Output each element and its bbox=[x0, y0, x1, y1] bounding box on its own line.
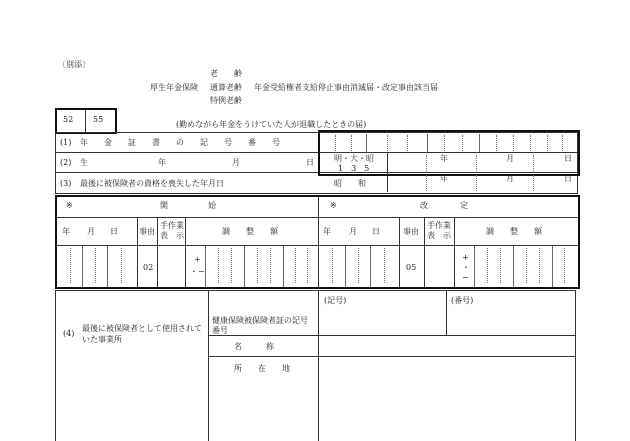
kaishi-reason-code: 02 bbox=[143, 263, 154, 272]
kaishi-manual-label-1: 手作業 bbox=[160, 221, 184, 230]
kaitei-day-label: 日 bbox=[372, 227, 380, 236]
loss-y: 年 bbox=[440, 174, 448, 183]
kaishi-heading: 開 始 bbox=[160, 201, 216, 210]
kaitei-heading: 改 定 bbox=[420, 201, 468, 210]
kaitei-month-label: 月 bbox=[349, 227, 357, 236]
kaishi-month-label: 月 bbox=[87, 227, 95, 236]
kaishi-day-label: 日 bbox=[110, 227, 118, 236]
kaishi-plus: + bbox=[194, 255, 201, 264]
era-codes: 1 3 5 bbox=[338, 164, 370, 173]
birth-y: 年 bbox=[440, 154, 448, 163]
employer-address-label: 所 在 地 bbox=[234, 364, 290, 373]
loss-m: 月 bbox=[506, 174, 514, 183]
row4-number: (4) bbox=[63, 329, 75, 338]
kaishi-year-label: 年 bbox=[62, 227, 70, 236]
notice-title: 年金受給権者支給停止事由消滅届・改定事由該当届 bbox=[254, 83, 438, 92]
kaitei-mark: ※ bbox=[330, 201, 337, 210]
kaitei-manual-label-1: 手作業 bbox=[427, 221, 451, 230]
birth-year-label: 年 bbox=[158, 158, 166, 167]
code-55: 55 bbox=[93, 115, 104, 124]
pension-cert-label: 年 金 証 書 の 記 号 番 号 bbox=[80, 138, 280, 147]
attachment-label: 〔別添〕 bbox=[58, 60, 90, 69]
tokurei-rorei-label: 特例老齢 bbox=[210, 96, 242, 105]
health-insurance-label-2: 番号 bbox=[212, 326, 228, 335]
era-options: 明・大・昭 bbox=[334, 154, 374, 163]
row3-number: (3) bbox=[60, 179, 72, 188]
subtitle: (勤めながら年金をうけていた人が退職したときの届) bbox=[176, 120, 367, 129]
kaishi-dot: ・ bbox=[190, 267, 198, 276]
kaitei-amount-label: 調 整 額 bbox=[486, 227, 542, 236]
kaishi-reason-label: 事由 bbox=[139, 227, 155, 236]
kaitei-dot: ・ bbox=[462, 263, 470, 272]
employer-label-2: いた事業所 bbox=[82, 335, 122, 344]
kigo-label: (記号) bbox=[324, 296, 347, 305]
birth-day-label: 日 bbox=[306, 158, 314, 167]
kaitei-year-label: 年 bbox=[323, 227, 331, 236]
loss-d: 日 bbox=[564, 174, 572, 183]
birth-d: 日 bbox=[564, 154, 572, 163]
row2-number: (2) bbox=[60, 158, 72, 167]
kaitei-manual-label-2: 表 示 bbox=[427, 231, 451, 240]
kaitei-reason-code: 05 bbox=[406, 263, 417, 272]
rorei-label: 老 齢 bbox=[210, 69, 242, 78]
birth-label: 生 bbox=[80, 158, 88, 167]
tsusan-rorei-label: 通算老齢 bbox=[210, 83, 242, 92]
row1-number: (1) bbox=[60, 138, 72, 147]
date-split-line bbox=[387, 152, 388, 192]
birth-m: 月 bbox=[506, 154, 514, 163]
code-box-divider bbox=[85, 110, 86, 132]
kaitei-minus: − bbox=[462, 273, 469, 282]
kaitei-plus: + bbox=[462, 253, 469, 262]
kaishi-manual-label-2: 表 示 bbox=[160, 231, 184, 240]
kaishi-mark: ※ bbox=[66, 201, 73, 210]
birth-month-label: 月 bbox=[232, 158, 240, 167]
employer-top-line bbox=[55, 290, 576, 291]
kaishi-minus: − bbox=[198, 267, 205, 276]
showa-label: 昭 和 bbox=[334, 179, 366, 188]
loss-date-label: 最後に被保険者の資格を喪失した年月日 bbox=[80, 179, 224, 188]
kosei-nenkin-label: 厚生年金保険 bbox=[150, 83, 198, 92]
kaitei-reason-label: 事由 bbox=[403, 227, 419, 236]
code-52: 52 bbox=[63, 115, 74, 124]
table-mid-line bbox=[318, 197, 319, 287]
employer-label-1: 最後に被保険者として使用されて bbox=[82, 324, 202, 333]
health-insurance-label-1: 健康保険被保険者証の記号 bbox=[212, 316, 308, 325]
kaishi-amount-label: 調 整 額 bbox=[222, 227, 278, 236]
employer-name-label: 名 称 bbox=[234, 342, 274, 351]
bango-label: (番号) bbox=[451, 296, 474, 305]
